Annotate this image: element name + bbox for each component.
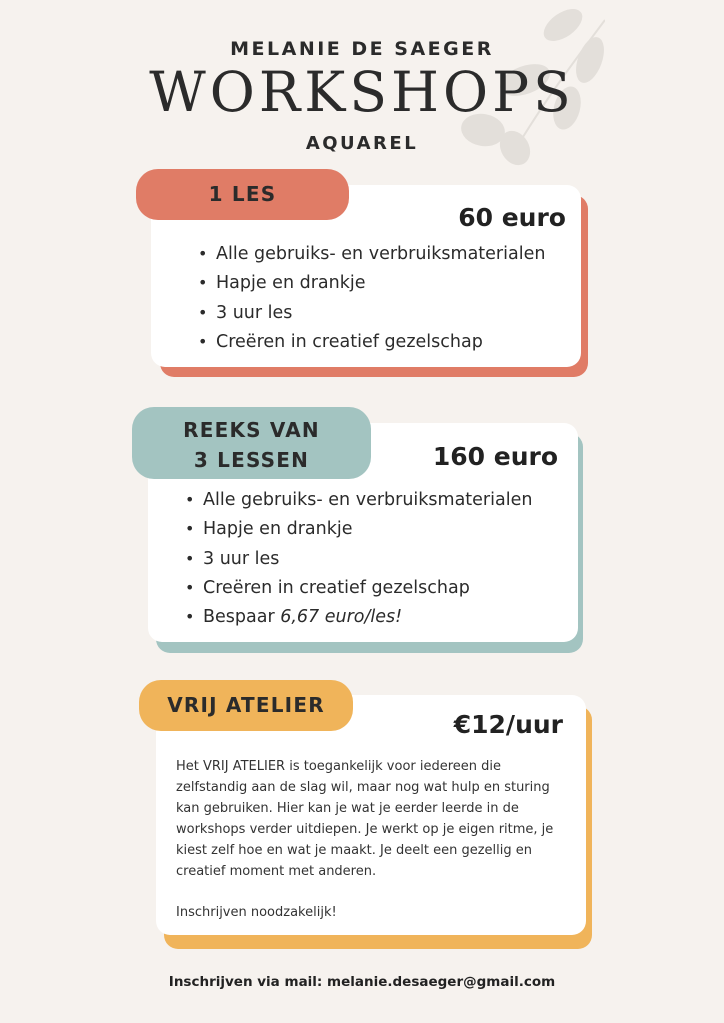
registration-note: Inschrijven noodzakelijk! [176, 905, 337, 920]
list-item: • 3 uur les [185, 544, 532, 573]
contact-email-line: Inschrijven via mail: melanie.desaeger@gmail.com [168, 974, 556, 990]
list-item-text: Bespaar [203, 607, 281, 628]
offer-feature-list [185, 485, 532, 631]
list-item [185, 602, 532, 631]
savings-highlight: 6,67 euro/les! [280, 607, 403, 628]
list-item: • Alle gebruiks- en verbruiksmaterialen [185, 485, 532, 514]
offer-label-line: REEKS VAN [183, 418, 320, 442]
offer-price: 160 euro [432, 442, 558, 471]
author-name: MELANIE DE SAEGER [230, 38, 494, 60]
page-subtitle: AQUAREL [305, 133, 419, 154]
offer-label-line: 3 LESSEN [193, 448, 310, 472]
list-item: • Creëren in creatief gezelschap [198, 327, 545, 356]
list-item: • Hapje en drankje [198, 268, 545, 297]
offer-label-pill: 1 LES [136, 169, 349, 220]
offer-feature-list [198, 239, 545, 356]
offer-label-pill: VRIJ ATELIER [139, 680, 353, 731]
offer-price: 60 euro [458, 203, 566, 232]
offer-description: Het VRIJ ATELIER is toegankelijk voor iedereen die zelfstandig aan de slag wil, maar nog wat hulp en sturing kan gebruiken. Hier kan je wat je eerder leerde in de workshops verder uitdiepen. Je werkt op je eigen ritme, je kiest zelf hoe en wat je maakt. Je deelt een gezellig en creatief moment met anderen. [176, 759, 554, 879]
list-item: • Hapje en drankje [185, 514, 532, 543]
list-item: • Alle gebruiks- en verbruiksmaterialen [198, 239, 545, 268]
page-title: WORKSHOPS [149, 60, 575, 124]
list-item: • 3 uur les [198, 298, 545, 327]
list-item: • Creëren in creatief gezelschap [185, 573, 532, 602]
offer-label-pill [132, 407, 371, 479]
offer-price: €12/uur [453, 710, 563, 739]
